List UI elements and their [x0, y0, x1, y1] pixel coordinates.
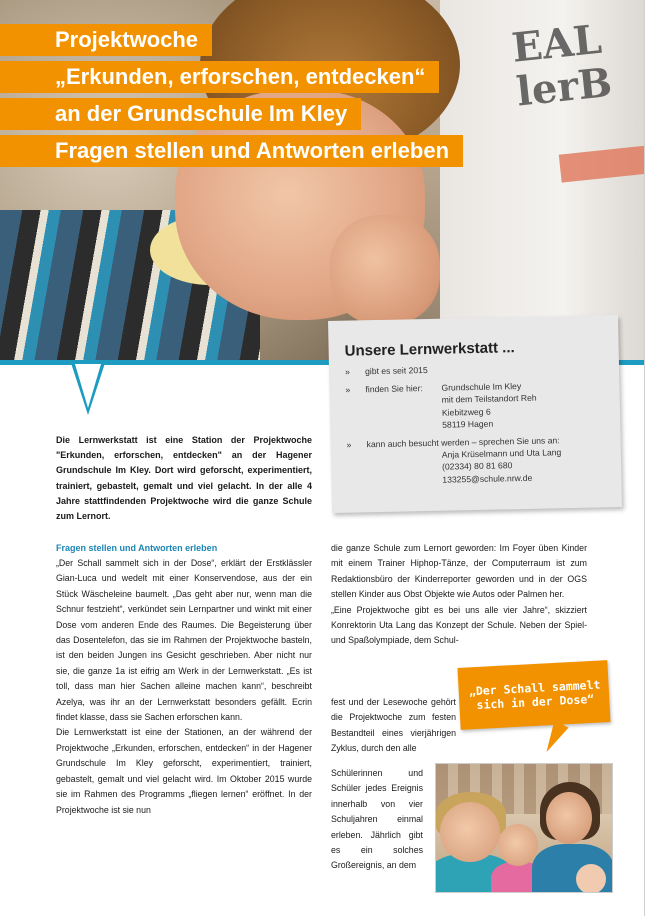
article-paragraph-narrow: fest und der Lesewoche gehört die Projektwoche zum festen Bestandteil eines vierjährigen Zyklus, durch den alle — [331, 697, 456, 754]
photo-woman-face — [546, 792, 592, 844]
photo-baby-face — [576, 864, 606, 893]
info-box — [328, 315, 622, 513]
children-photo — [435, 763, 613, 893]
bullet-icon: » — [346, 439, 352, 450]
teal-divider-tail-inner — [75, 364, 101, 408]
headline-line-3: an der Grundschule Im Kley — [0, 98, 361, 130]
photo-boy-hand — [330, 215, 440, 325]
headline-line-4: Fragen stellen und Antworten erleben — [0, 135, 463, 167]
info-visit: kann auch besucht werden – sprechen Sie uns an: — [366, 435, 560, 450]
quote-bubble: „Der Schall sammelt sich in der Dose“ — [457, 660, 610, 730]
article-paragraph: Die Lernwerkstatt ist eine der Stationen, an der während der Projektwoche „Erkunden, erforschen, entdecken“ in der Hagener Grundschule Im Kley geforscht, experimentiert, trainiert, gebastelt, gemalt und viel gelacht wird. Im Oktober 2015 wurde sie im Rahmen des Programms „fliegen lernen“ eröffnet. In der Projektwoche ist sie nun — [56, 727, 312, 815]
article-paragraph-narrow: Schülerinnen und Schüler jedes Ereignis innerhalb von vier Schuljahren einmal erleben. Jährlich gibt es ein solches Großereignis, an dem — [331, 768, 423, 871]
bullet-icon: » — [344, 366, 350, 377]
bullet-icon: » — [345, 384, 351, 395]
article-subhead: Fragen stellen und Antworten erleben — [56, 543, 218, 553]
headline — [0, 24, 463, 172]
photo-girl-face — [440, 802, 500, 862]
intro-text: Die Lernwerkstatt ist eine Station der Projektwoche "Erkunden, erforschen, entdecken" an der Hagener Grundschule Im Kley. Dort wird geforscht, experimentiert, trainiert, gebastelt, gemalt und viel gelacht. In der alle 4 Jahre stattfindenden Projektwoche wird die ganze Schule zum Lernort. — [56, 435, 312, 522]
info-since: gibt es seit 2015 — [364, 364, 428, 377]
info-address: Grundschule Im Kley mit dem Teilstandort Reh Kiebitzweg 6 58119 Hagen — [441, 381, 537, 430]
info-find-label: finden Sie hier: — [365, 383, 423, 395]
info-contact: Anja Krüselmann und Uta Lang (02334) 80 81 680 133255@schule.nrw.de — [441, 447, 562, 485]
article-paragraph: „Eine Projektwoche gibt es bei uns alle vier Jahre“, skizziert Konrektorin Uta Lang das Konzept der Schule. Neben der Spiel- und Spaßolympiade, dem Schul- — [331, 604, 587, 646]
headline-line-2: „Erkunden, erforschen, entdecken“ — [0, 61, 439, 93]
article-paragraph: „Der Schall sammelt sich in der Dose“, erklärt der Erstklässler Gian-Luca und wedelt mit einer Konservendose, aus der ein Stück Wäscheleine baumelt. „Das geht aber nur, wenn man die Schnur festzieht“, verkündet sein Lernpartner und winkt mit einer Dose vom anderen Ende des Raumes. Die Begeisterung über das Dosentelefon, das sie im Rahmen der Projektwoche basteln, ist den beiden Jungen ins Gesicht geschrieben. Aber nicht nur sie, die ganze 1a ist eifrig am Werk in der Lernwerkstatt. „Es ist toll, dass man hier Sachen alleine machen kann“, beschreibt Azelya, was ihr an der Lernwerkstatt besonders gefällt. Ecrin findet klasse, dass sie Sachen erforschen kann. — [56, 558, 312, 723]
info-row-visit — [346, 433, 609, 487]
info-box-title: Unsere Lernwerkstatt ... — [344, 339, 515, 360]
photo-kid-face — [498, 824, 538, 866]
info-row-since — [345, 360, 607, 378]
article-column-right — [331, 541, 587, 649]
info-row-address — [345, 378, 608, 432]
article-paragraph: die ganze Schule zum Lernort geworden: Im Foyer üben Kinder mit einem Trainer Hiphop-Tänze, der Computerraum ist zum Redaktionsbüro der Kinderreporter geworden und in der OGS stellen Kinder aus Obst Objekte wie Autos oder Palmen her. — [331, 543, 587, 600]
headline-line-1: Projektwoche — [0, 24, 212, 56]
article-column-left — [56, 541, 312, 818]
photo-shirt-print: EAL lerB — [509, 15, 615, 116]
